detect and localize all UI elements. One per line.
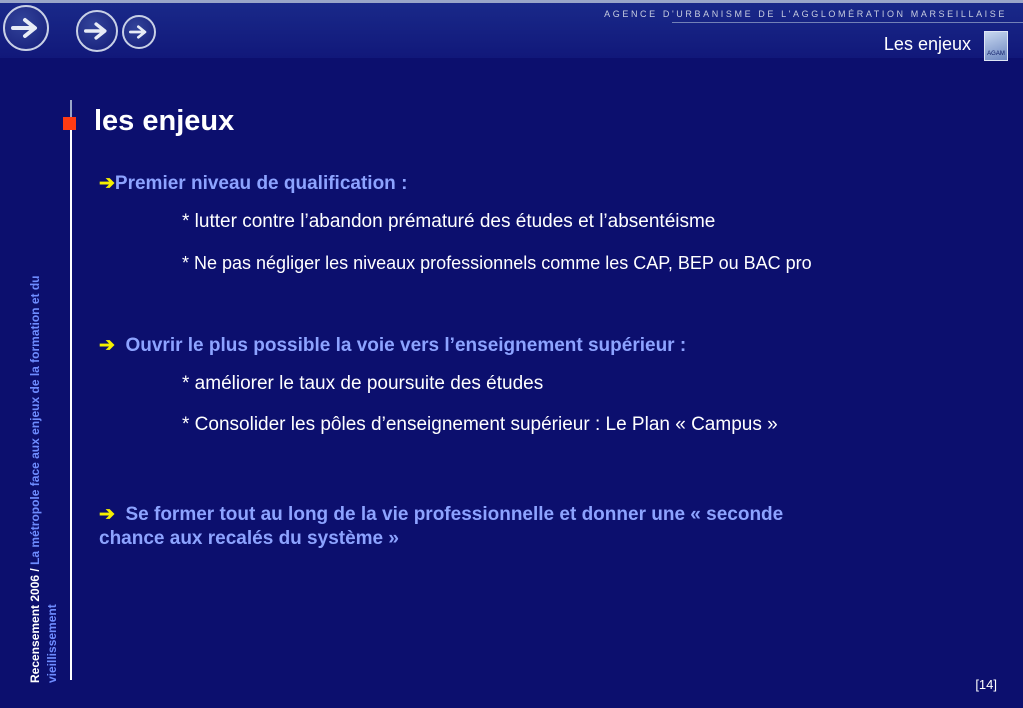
arrow-right-icon xyxy=(129,24,149,40)
page-number: [14] xyxy=(975,677,997,692)
block1-item2: * Ne pas négliger les niveaux professionnels comme les CAP, BEP ou BAC pro xyxy=(182,253,812,273)
nav-forward-button[interactable] xyxy=(76,10,118,52)
agency-logo xyxy=(984,31,1008,61)
block2-item1: * améliorer le taux de poursuite des études xyxy=(182,373,544,394)
slide-title: les enjeux xyxy=(94,105,235,137)
sidebar-line1 xyxy=(27,83,44,683)
arrow-right-icon xyxy=(84,21,110,41)
nav-back-button[interactable] xyxy=(3,5,49,51)
sidebar-main: Recensement 2006 xyxy=(28,574,42,683)
sidebar-subtitle-1: La métropole face aux enjeux de la formation et du xyxy=(28,275,42,565)
section-title: Les enjeux xyxy=(883,34,971,54)
arrow-bullet-icon: ➔ xyxy=(99,504,115,525)
title-bullet-icon xyxy=(63,117,76,130)
block1-item1: * lutter contre l’abandon prématuré des études et l’absentéisme xyxy=(182,211,716,232)
agency-name: AGENCE D'URBANISME DE L'AGGLOMÉRATION MARSEILLAISE xyxy=(604,9,1007,19)
arrow-bullet-icon: ➔ xyxy=(99,335,115,356)
block3-heading xyxy=(99,503,783,526)
sidebar-caption xyxy=(27,83,61,683)
block1-heading-text: Premier niveau de qualification : xyxy=(114,173,408,194)
arrow-bullet-icon: ➔ xyxy=(99,173,115,194)
sidebar-divider xyxy=(70,100,72,680)
block3-heading-line2: chance aux recalés du système » xyxy=(99,528,399,549)
logo-text: AGAM xyxy=(987,51,1005,57)
nav-next-button[interactable] xyxy=(122,15,156,49)
header-divider xyxy=(672,22,1023,23)
arrow-right-icon xyxy=(11,17,41,39)
sidebar-separator: / xyxy=(28,564,42,575)
block2-heading-text: Ouvrir le plus possible la voie vers l’enseignement supérieur : xyxy=(125,335,687,356)
header-top-line xyxy=(0,0,1023,3)
block2-heading xyxy=(99,334,686,357)
block1-heading xyxy=(99,172,407,195)
sidebar-subtitle-2: vieillissement xyxy=(45,604,59,683)
block3-heading-text: Se former tout au long de la vie professionnelle et donner une « seconde xyxy=(125,504,784,525)
block2-item2: * Consolider les pôles d’enseignement supérieur : Le Plan « Campus » xyxy=(182,414,778,435)
